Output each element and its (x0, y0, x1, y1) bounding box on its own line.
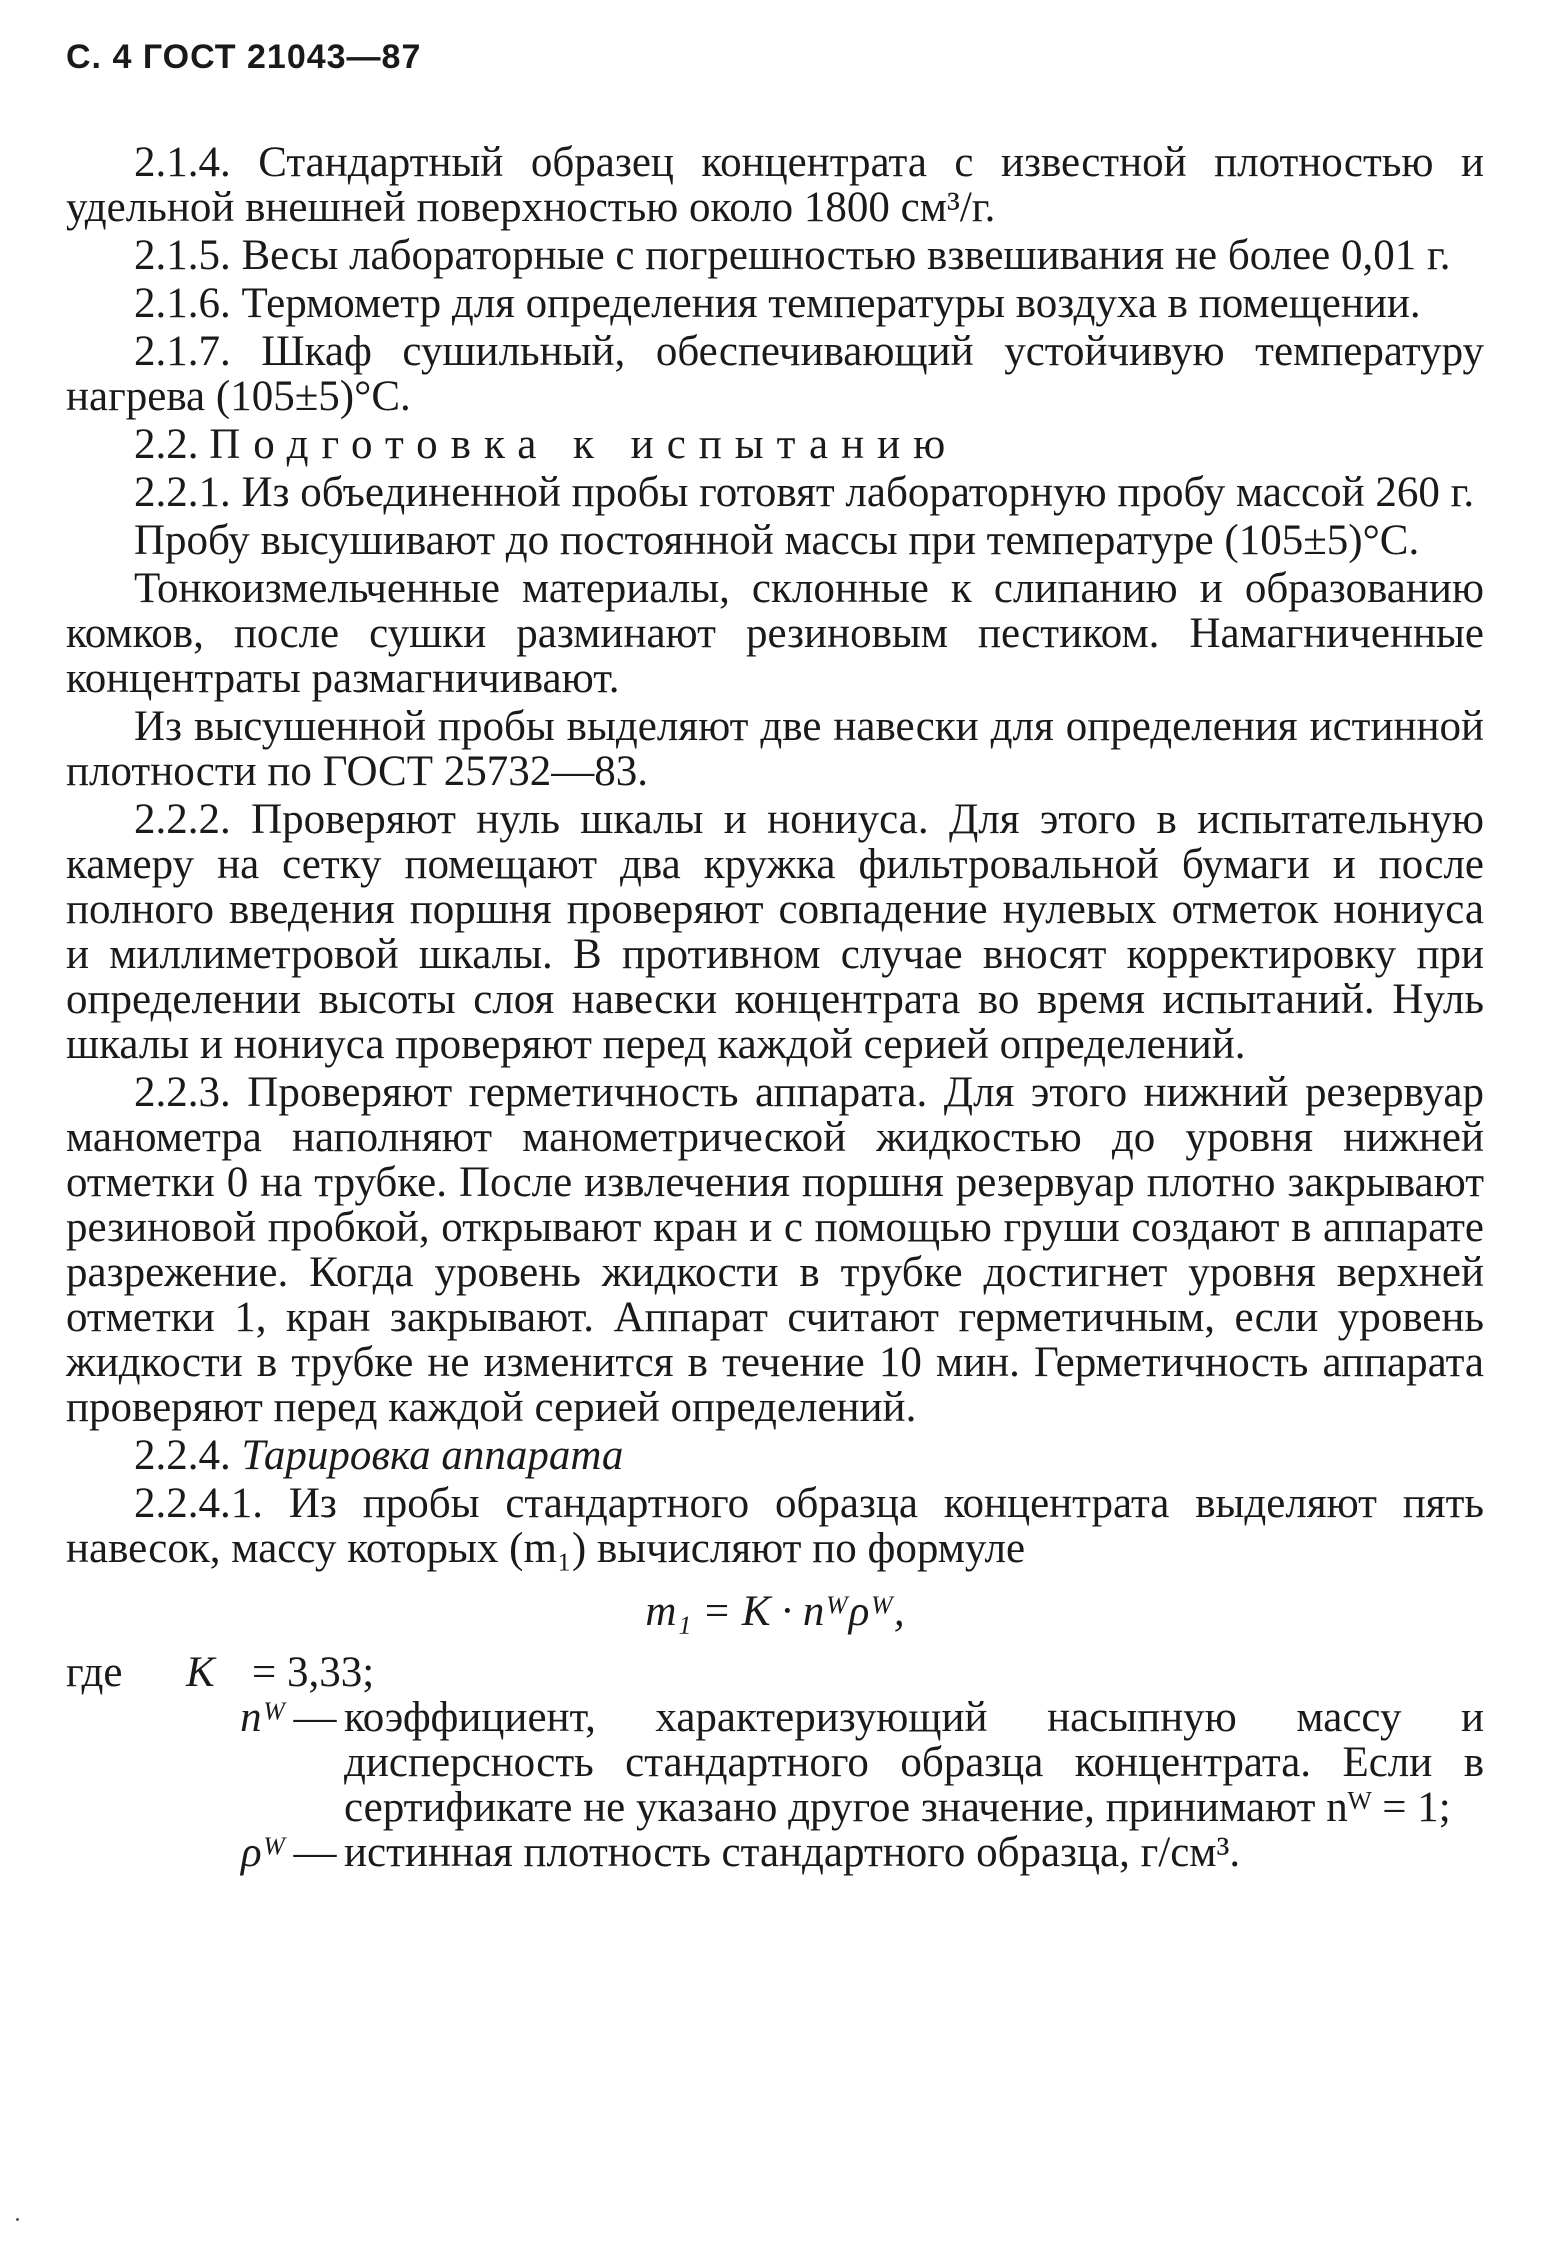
document-body (66, 140, 1484, 1875)
legend-k-value: = 3,33; (252, 1649, 375, 1696)
scan-speck (16, 2218, 19, 2221)
legend-dash: — (293, 1829, 337, 1876)
formula-legend (66, 1650, 1484, 1875)
paragraph-2-1-4: 2.1.4. Стандартный образец концентрата с известной плотностью и удельной внешней поверхностью около 1800 см³/г. (66, 139, 1484, 231)
paragraph-2-1-5: 2.1.5. Весы лабораторные с погрешностью взвешивания не более 0,01 г. (134, 232, 1451, 279)
subsection-number: 2.2.4. (134, 1432, 231, 1479)
legend-where: где (66, 1649, 123, 1696)
paragraph-2-1-6: 2.1.6. Термометр для определения температуры воздуха в помещении. (134, 280, 1421, 327)
subsection-title: Тарировка аппарата (241, 1432, 624, 1479)
mass-formula: m₁ = K · nᵂρᵂ, (645, 1588, 905, 1635)
legend-definition-rho: истинная плотность стандартного образца, г/см³. (344, 1829, 1241, 1876)
legend-term-rho: ρᵂ (240, 1829, 286, 1876)
legend-definition-nw: коэффициент, характеризующий насыпную массу и дисперсность стандартного образца концентрата. Если в сертификате не указано другое значение, принимают nᵂ = 1; (344, 1694, 1484, 1831)
paragraph-drying: Пробу высушивают до постоянной массы при температуре (105±5)°С. (134, 517, 1420, 564)
legend-term-nw: nᵂ (240, 1694, 286, 1741)
paragraph-2-2-1: 2.2.1. Из объединенной пробы готовят лабораторную пробу массой 260 г. (134, 469, 1475, 516)
legend-term-k: K (186, 1649, 215, 1696)
paragraph-2-2-2: 2.2.2. Проверяют нуль шкалы и нониуса. Для этого в испытательную камеру на сетку помещают два кружка фильтровальной бумаги и после полного введения поршня проверяют совпадение нулевых отметок нониуса и миллиметровой шкалы. В противном случае вносят корректировку при определении высоты слоя навески концентрата во время испытаний. Нуль шкалы и нониуса проверяют перед каждой серией определений. (66, 796, 1484, 1068)
legend-row-k (66, 1650, 1484, 1695)
paragraph-2-2-4-1: 2.2.4.1. Из пробы стандартного образца концентрата выделяют пять навесок, массу которых (m₁) вычисляют по формуле (66, 1480, 1484, 1572)
legend-dash: — (293, 1694, 337, 1741)
paragraph-sample-portions: Из высушенной пробы выделяют две навески для определения истинной плотности по ГОСТ 25732—83. (66, 703, 1484, 795)
section-heading-2-2 (66, 422, 1484, 467)
standard-code: ГОСТ 21043—87 (142, 38, 422, 76)
section-number: 2.2. (134, 421, 199, 468)
paragraph-fine-materials: Тонкоизмельченные материалы, склонные к слипанию и образованию комков, после сушки разминают резиновым пестиком. Намагниченные концентраты размагничивают. (66, 565, 1484, 702)
paragraph-2-1-7: 2.1.7. Шкаф сушильный, обеспечивающий устойчивую температуру нагрева (105±5)°С. (66, 328, 1484, 420)
paragraph-2-2-3: 2.2.3. Проверяют герметичность аппарата. Для этого нижний резервуар манометра наполняют манометрической жидкостью до уровня нижней отметки 0 на трубке. После извлечения поршня резервуар плотно закрывают резиновой пробкой, открывают кран и с помощью груши создают в аппарате разрежение. Когда уровень жидкости в трубке достигнет уровня верхней отметки 1, кран закрывают. Аппарат считают герметичным, если уровень жидкости в трубке не изменится в течение 10 мин. Герметичность аппарата проверяют перед каждой серией определений. (66, 1069, 1484, 1431)
legend-row-nw (66, 1695, 1484, 1830)
page-header (66, 38, 421, 77)
legend-row-rho (66, 1830, 1484, 1875)
page-number: С. 4 (66, 38, 133, 76)
section-heading-2-2-4 (66, 1433, 1484, 1478)
section-title: Подготовка к испытанию (209, 421, 959, 468)
